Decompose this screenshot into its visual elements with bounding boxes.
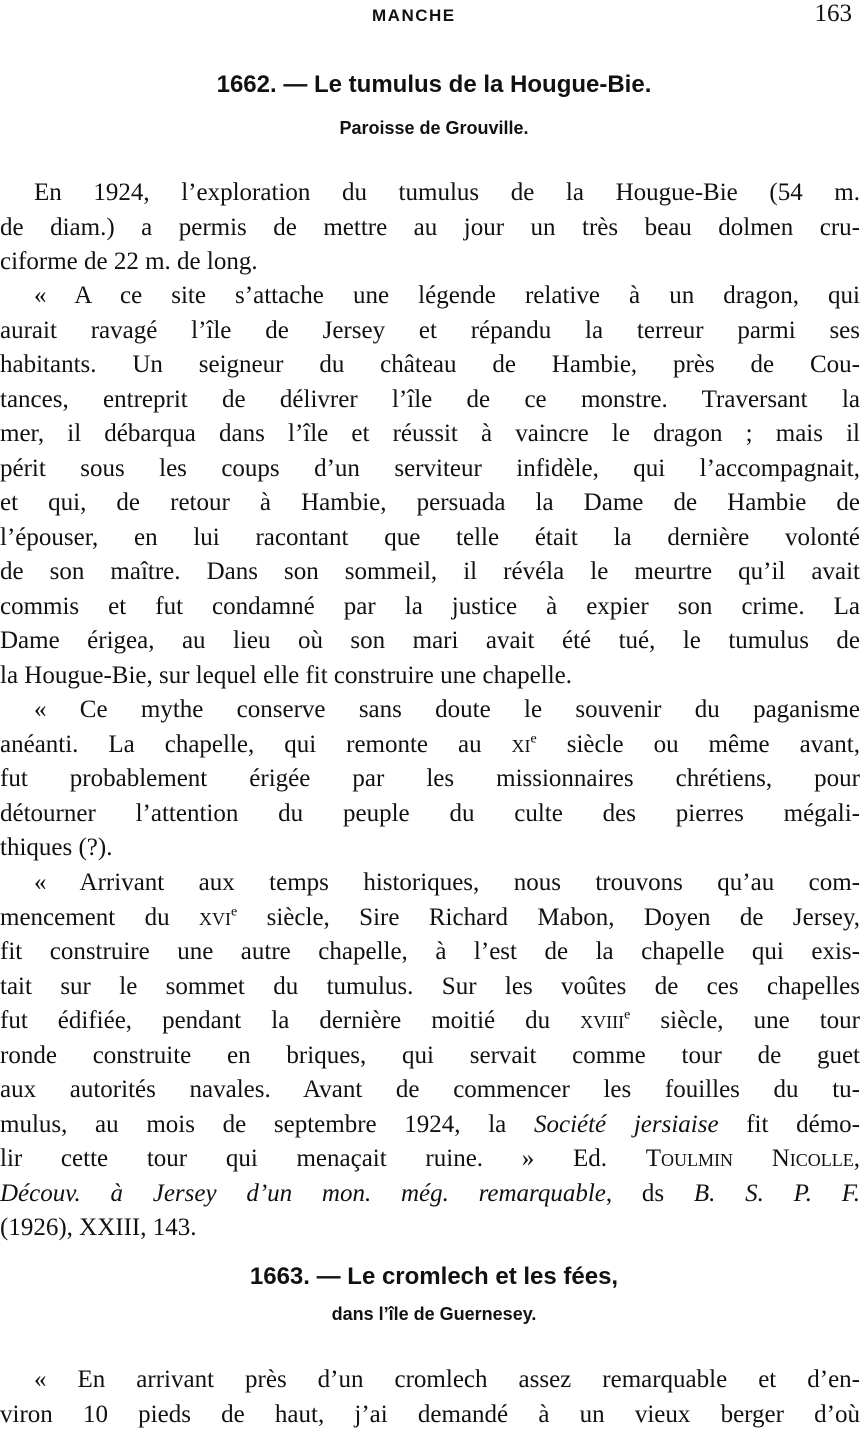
text-run: anéanti. La chapelle, qui remonte au bbox=[0, 731, 512, 758]
text-line: périt sous les coups d’un serviteur infidèle, qui l’accompagnait, bbox=[0, 452, 860, 487]
text-line: aurait ravagé l’île de Jersey et répandu la terreur parmi ses bbox=[0, 314, 860, 349]
text-line: de diam.) a permis de mettre au jour un très beau dolmen cru- bbox=[0, 211, 860, 246]
roman-numeral-century: xvi bbox=[199, 904, 231, 931]
text-run: siècle ou même avant, bbox=[537, 731, 860, 758]
text-line: « A ce site s’attache une légende relative à un dragon, qui bbox=[0, 279, 860, 314]
superscript: e bbox=[231, 904, 237, 919]
superscript: e bbox=[531, 731, 537, 746]
text-line: viron 10 pieds de haut, j’ai demandé à un vieux berger d’où bbox=[0, 1398, 860, 1432]
section-1663-title: 1663. — Le cromlech et les fées, bbox=[0, 1263, 868, 1291]
text-line bbox=[0, 728, 860, 763]
text-run: lir cette tour qui menaçait ruine. » Ed. bbox=[0, 1145, 646, 1172]
text-line: la Hougue-Bie, sur lequel elle fit construire une chapelle. bbox=[0, 659, 860, 694]
text-line bbox=[0, 1004, 860, 1039]
paragraph-legend bbox=[0, 279, 860, 693]
paragraph-history bbox=[0, 866, 860, 1246]
text-line: « En arrivant près d’un cromlech assez remarquable et d’en- bbox=[0, 1363, 860, 1398]
text-line: En 1924, l’exploration du tumulus de la Hougue-Bie (54 m. bbox=[0, 176, 860, 211]
text-run: , ds bbox=[606, 1180, 694, 1207]
running-head: MANCHE bbox=[372, 6, 456, 26]
text-run: fit démo- bbox=[719, 1111, 860, 1138]
paragraph-exploration bbox=[0, 176, 860, 280]
text-line: « Arrivant aux temps historiques, nous trouvons qu’au com- bbox=[0, 866, 860, 901]
journal-abbrev: B. S. P. F. bbox=[694, 1180, 860, 1207]
text-line: habitants. Un seigneur du château de Hambie, près de Cou- bbox=[0, 348, 860, 383]
text-run: siècle, une tour bbox=[630, 1007, 860, 1034]
text-line: l’épouser, en lui racontant que telle était la dernière volonté bbox=[0, 521, 860, 556]
citation-title: Découv. à Jersey d’un mon. még. remarquable bbox=[0, 1180, 606, 1207]
text-line: commis et fut condamné par la justice à expier son crime. La bbox=[0, 590, 860, 625]
text-run: fut édifiée, pendant la dernière moitié du bbox=[0, 1007, 580, 1034]
text-line: détourner l’attention du peuple du culte des pierres mégali- bbox=[0, 797, 860, 832]
text-line: de son maître. Dans son sommeil, il révéla le meurtre qu’il avait bbox=[0, 555, 860, 590]
text-line: tances, entreprit de délivrer l’île de ce monstre. Traversant la bbox=[0, 383, 860, 418]
section-1662-subtitle: Paroisse de Grouville. bbox=[0, 118, 868, 139]
text-line: « Ce mythe conserve sans doute le souvenir du paganisme bbox=[0, 693, 860, 728]
text-run: siècle, Sire Richard Mabon, Doyen de Jersey, bbox=[237, 904, 860, 931]
superscript: e bbox=[624, 1008, 630, 1023]
roman-numeral-century: xviii bbox=[580, 1007, 624, 1034]
text-line: Dame érigea, au lieu où son mari avait été tué, le tumulus de bbox=[0, 624, 860, 659]
text-line: (1926), XXIII, 143. bbox=[0, 1211, 860, 1246]
text-run: mulus, au mois de septembre 1924, la bbox=[0, 1111, 534, 1138]
text-line bbox=[0, 901, 860, 936]
text-run: , bbox=[854, 1145, 860, 1172]
page-number: 163 bbox=[815, 0, 853, 28]
text-line: et qui, de retour à Hambie, persuada la Dame de Hambie de bbox=[0, 486, 860, 521]
text-line: ciforme de 22 m. de long. bbox=[0, 245, 860, 280]
text-line bbox=[0, 1108, 860, 1143]
text-line: ronde construite en briques, qui servait comme tour de guet bbox=[0, 1039, 860, 1074]
section-1663-subtitle: dans l’île de Guernesey. bbox=[0, 1304, 868, 1325]
section-1662-title: 1662. — Le tumulus de la Hougue-Bie. bbox=[0, 71, 868, 99]
text-line: fut probablement érigée par les missionnaires chrétiens, pour bbox=[0, 762, 860, 797]
text-line: thiques (?). bbox=[0, 831, 860, 866]
text-line bbox=[0, 1177, 860, 1212]
author-name: Toulmin Nicolle bbox=[646, 1145, 854, 1172]
text-line: fit construire une autre chapelle, à l’est de la chapelle qui exis- bbox=[0, 935, 860, 970]
page-header bbox=[0, 0, 868, 34]
text-line bbox=[0, 1142, 860, 1177]
society-name: Société jersiaise bbox=[534, 1111, 719, 1138]
text-line: tait sur le sommet du tumulus. Sur les voûtes de ces chapelles bbox=[0, 970, 860, 1005]
paragraph-myth bbox=[0, 693, 860, 866]
text-run: mencement du bbox=[0, 904, 199, 931]
text-line: mer, il débarqua dans l’île et réussit à vaincre le dragon ; mais il bbox=[0, 417, 860, 452]
text-line: aux autorités navales. Avant de commencer les fouilles du tu- bbox=[0, 1073, 860, 1108]
roman-numeral-century: xi bbox=[512, 731, 531, 758]
